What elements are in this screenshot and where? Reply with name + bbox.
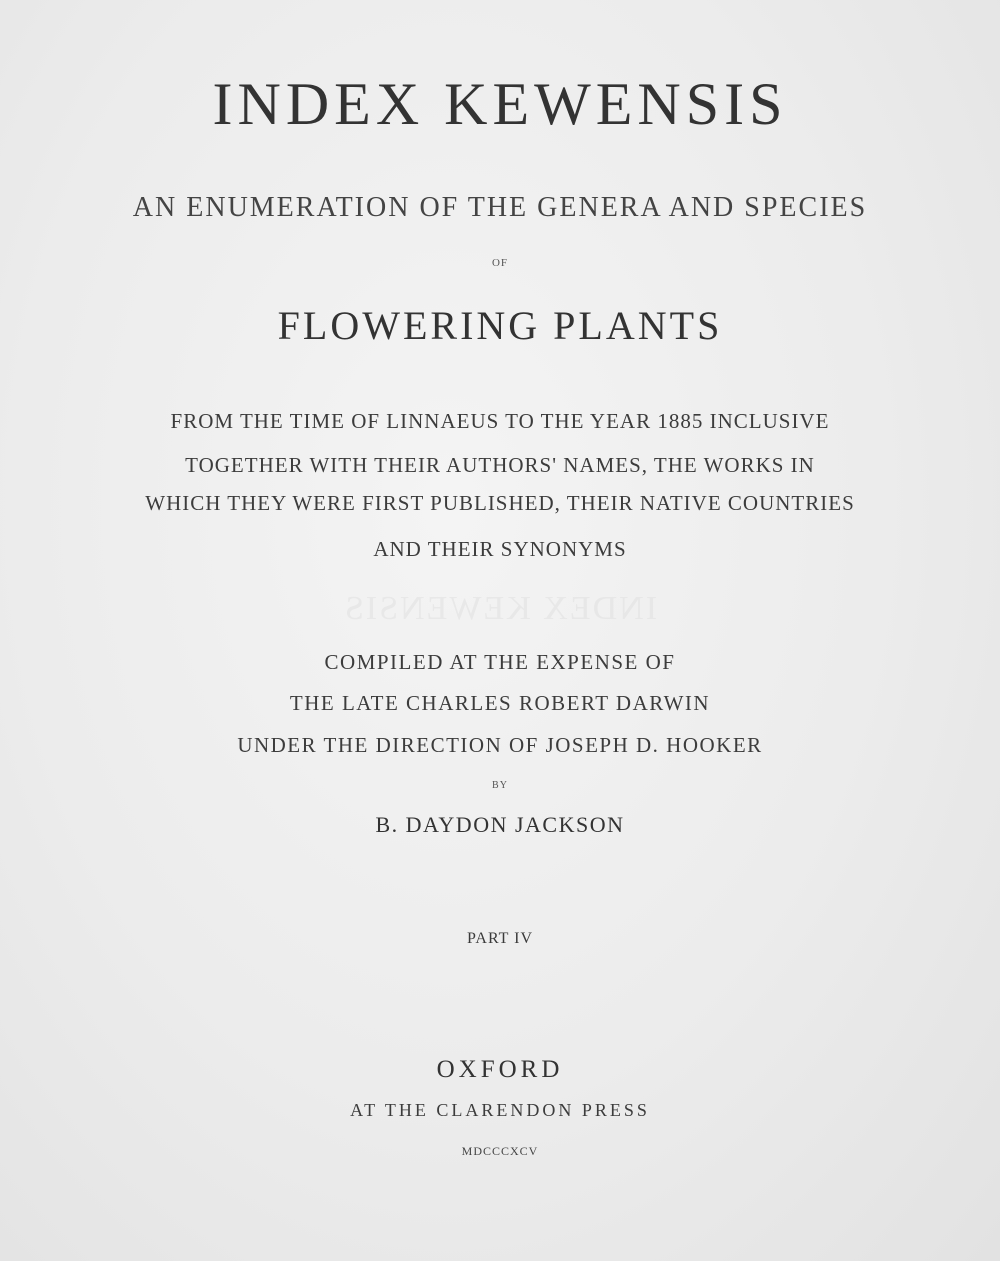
imprint-place: OXFORD (436, 1056, 564, 1083)
main-subject: FLOWERING PLANTS (277, 303, 723, 348)
compilation-line-2: THE LATE CHARLES ROBERT DARWIN (289, 691, 711, 715)
description-line-1: FROM THE TIME OF LINNAEUS TO THE YEAR 1885 INCLUSIVE (170, 409, 830, 433)
connector-by: BY (492, 780, 508, 791)
show-through-text: INDEX KEWENSIS (342, 590, 658, 627)
description-line-2: TOGETHER WITH THEIR AUTHORS' NAMES, THE WORKS IN (185, 453, 815, 477)
author-name: B. DAYDON JACKSON (375, 812, 625, 837)
description-line-3: WHICH THEY WERE FIRST PUBLISHED, THEIR NATIVE COUNTRIES (145, 491, 855, 515)
imprint-year: MDCCCXCV (461, 1144, 539, 1158)
compilation-line-1: COMPILED AT THE EXPENSE OF (324, 650, 676, 674)
book-title: INDEX KEWENSIS (212, 71, 788, 137)
description-line-4: AND THEIR SYNONYMS (373, 537, 627, 561)
connector-of: OF (491, 257, 509, 269)
book-subtitle: AN ENUMERATION OF THE GENERA AND SPECIES (132, 192, 868, 223)
imprint-press: AT THE CLARENDON PRESS (350, 1100, 650, 1120)
part-number: PART IV (466, 930, 534, 947)
compilation-line-3: UNDER THE DIRECTION OF JOSEPH D. HOOKER (237, 733, 763, 757)
